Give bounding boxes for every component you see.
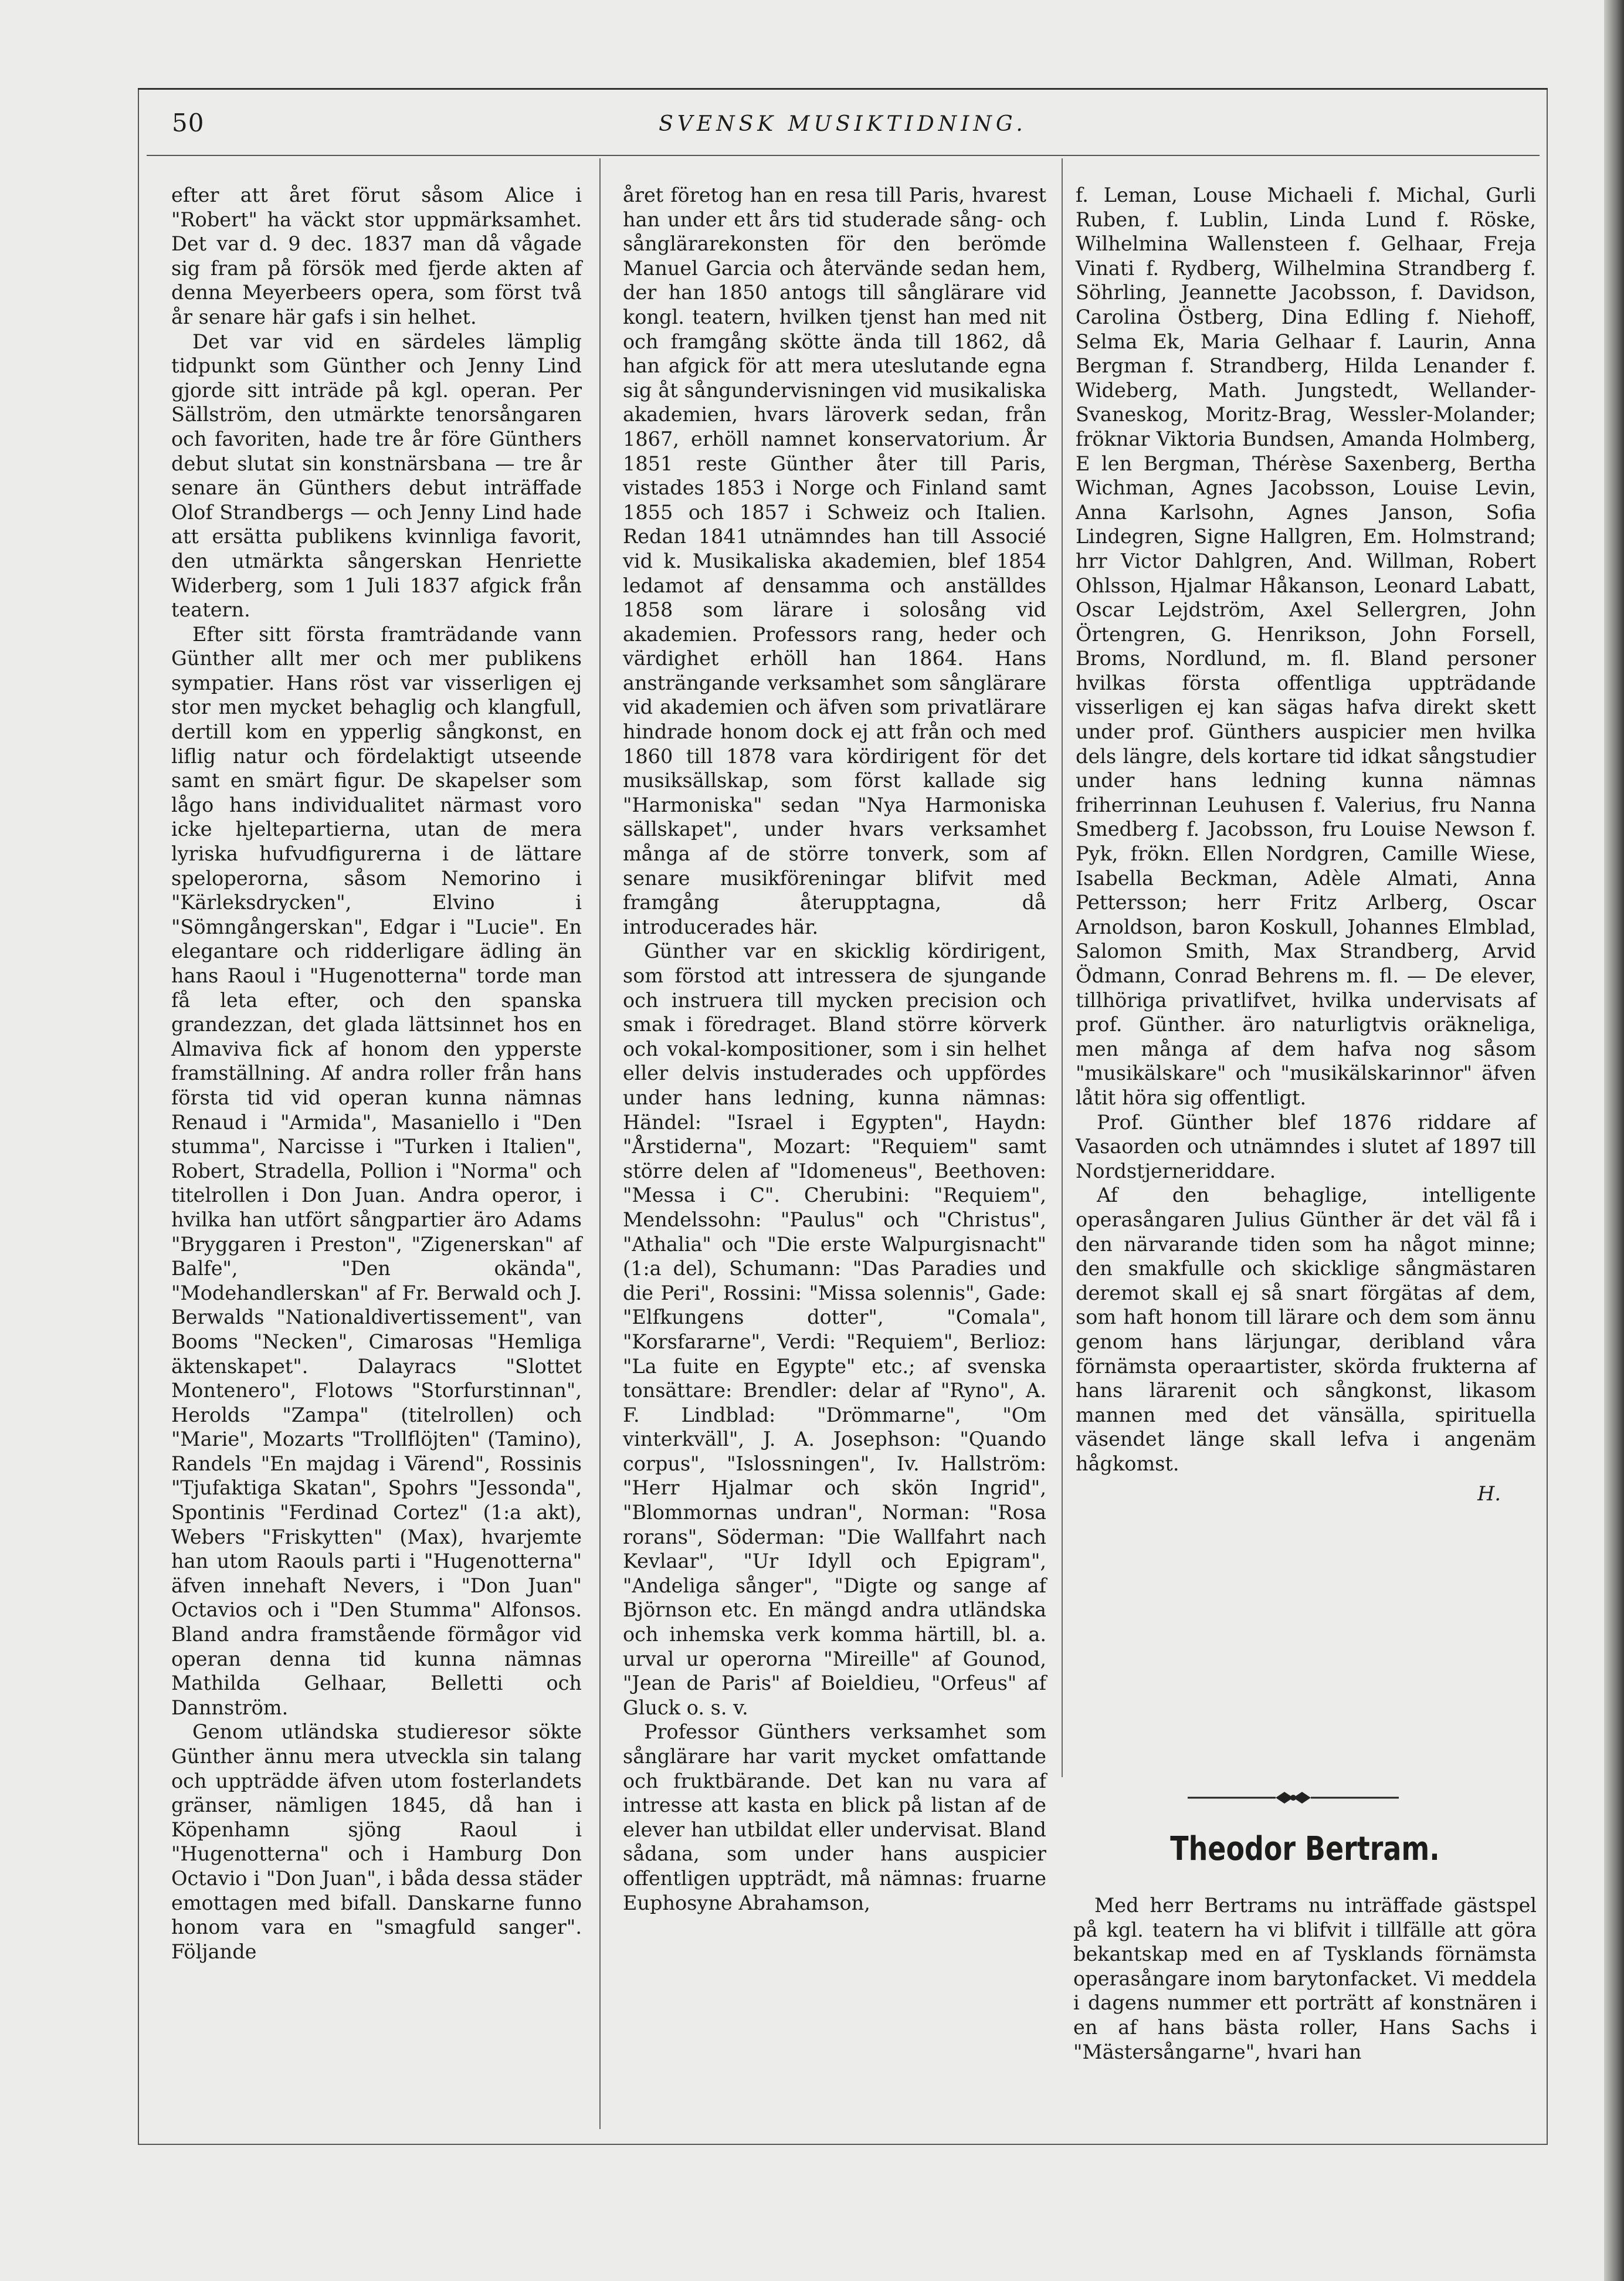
paragraph: Genom utländska studieresor sökte Günther ännu mera utveckla sin talang och uppträdde äfven utom fosterlandets gränser, nämligen 1845, då han i Köpenhamn sjöng Raoul i "Hugenotterna" och i Hamburg Don Octavio i "Don Juan", i båda dessa städer emottagen med bifall. Danskarne funno honom vara en "smagfuld sanger". Följande — [171, 1720, 582, 1963]
paragraph: f. Leman, Louse Michaeli f. Michal, Gurli Ruben, f. Lublin, Linda Lund f. Röske, Wilhelmina Wallensteen f. Gelhaar, Freja Vinati f. Rydberg, Wilhelmina Strandberg f. Söhrling, Jeannette Jacobsson, f. Davidson, Carolina Östberg, Dina Edling f. Niehoff, Selma Ek, Maria Gelhaar f. Laurin, Anna Bergman f. Strandberg, Hilda Lenander f. Wideberg, Math. Jungstedt, Wellander-Svaneskog, Moritz-Brag, Wessler-Molander; fröknar Viktoria Bundsen, Amanda Holmberg, E len Bergman, Thérèse Saxenberg, Bertha Wichman, Agnes Jacobsson, Louise Levin, Anna Karlsohn, Agnes Janson, Sofia Lindegren, Signe Hallgren, Em. Holmstrand; hrr Victor Dahlgren, And. Willman, Robert Ohlsson, Hjalmar Håkanson, Leonard Labatt, Oscar Lejdström, Axel Sellergren, John Örtengren, G. Henrikson, John Forsell, Broms, Nordlund, m. fl. Bland personer hvilkas första offentliga uppträdande visserligen ej kan sägas hafva direkt skett under prof. Günthers auspicier men hvilka dels längre, dels kortare tid idkat sångstudier under hans ledning kunna nämnas friherrinnan Leuhusen f. Valerius, fru Nanna Smedberg f. Jacobsson, fru Louise Newson f. Pyk, frökn. Ellen Nordgren, Camille Wiese, Isabella Beckman, Adèle Almati, Anna Pettersson; herr Fritz Arlberg, Oscar Arnoldson, baron Koskull, Johannes Elmblad, Salomon Smith, Max Strandberg, Arvid Ödmann, Conrad Behrens m. fl. — De elever, tillhöriga privatlifvet, hvilka undervisats af prof. Günther. äro naturligtvis oräkneliga, men många af dem hafva nog såsom "musikälskare" och "musikälskarinnor" äfven låtit höra sig offentligt. — [1076, 184, 1536, 1109]
paragraph: Prof. Günther blef 1876 riddare af Vasaorden och utnämndes i slutet af 1897 till Nordstjerneriddare. — [1076, 1110, 1536, 1182]
text-column-right — [1076, 183, 1536, 1506]
page-number: 50 — [172, 109, 205, 137]
paragraph: Af den behaglige, intelligente operasångaren Julius Günther är det väl få i den närvarande tiden som ha något minne; den smakfulle och skicklige sångmästaren deremot skall ej så snart förgätas af dem, som haft honom till lärare och dem som ännu genom hans lärjungar, deribland våra förnämsta operaartister, skörda frukterna af hans lärarenit och sångkonst, likasom mannen med det vänsälla, spirituella väsendet länge skall lefva i angenäm hågkomst. — [1076, 1184, 1536, 1475]
paragraph: Med herr Bertrams nu inträffade gästspel på kgl. teatern ha vi blifvit i tillfälle att göra bekantskap med en af Tysklands förnämsta operasångare inom barytonfacket. Vi meddela i dagens nummer ett porträtt af konstnären i en af hans bästa roller, Hans Sachs i "Mästersångarne", hvari han — [1073, 1894, 1537, 2063]
paragraph: efter att året förut såsom Alice i "Robert" ha väckt stor uppmärksamhet. Det var d. 9 dec. 1837 man då vågade sig fram på försök med fjerde akten af denna Meyerbeers opera, som först två år senare här gafs i sin helhet. — [171, 184, 582, 328]
page-header — [138, 88, 1548, 157]
running-title: SVENSK MUSIKTIDNING. — [659, 112, 1027, 136]
paragraph: Efter sitt första framträdande vann Günther allt mer och mer publikens sympatier. Hans röst var visserligen ej stor men mycket behaglig och klangfull, dertill kom en ypperlig sångkonst, en liflig natur och fördelaktigt utseende samt en smärt figur. De skapelser som lågo hans individualitet närmast voro icke hjeltepartierna, utan de mera lyriska hufvudfigurerna i de lättare speloperorna, såsom Nemorino i "Kärleksdrycken", Elvino i "Sömngångerskan", Edgar i "Lucie". En elegantare och ridderligare ädling än hans Raoul i "Hugenotterna" torde man få leta efter, och den spanska grandezzan, det glada lättsinnet hos en Almaviva fick af honom den ypperste framställning. Af andra roller från hans första tid vid operan kunna nämnas Renaud i "Armida", Masaniello i "Den stumma", Narcisse i "Turken i Italien", Robert, Stradella, Pollion i "Norma" och titelrollen i Don Juan. Andra operor, i hvilka han utfört sångpartier äro Adams "Bryggaren i Preston", "Zigenerskan" af Balfe", "Den okända", "Modehandlerskan" af Fr. Berwald och J. Berwalds "Nationaldivertissement", van Booms "Necken", Cimarosas "Hemliga äktenskapet". Dalayracs "Slottet Montenero", Flotows "Storfurstinnan", Herolds "Zampa" (titelrollen) och "Marie", Mozarts "Trollflöjten" (Tamino), Randels "En majdag i Värend", Rossinis "Tjufaktiga Skatan", Spohrs "Jessonda", Spontinis "Ferdinad Cortez" (1:a akt), Webers "Friskytten" (Max), hvarjemte han utom Raouls parti i "Hugenotterna" äfven innehaft Nevers, i "Don Juan" Octavios och i "Den Stumma" Alfonsos. Bland andra framstående förmågor vid operan denna tid kunna nämnas Mathilda Gelhaar, Belletti och Dannström. — [171, 622, 582, 1719]
paragraph: året företog han en resa till Paris, hvarest han under ett års tid studerade sång- och sånglärarekonsten för den berömde Manuel Garcia och återvände sedan hem, der han 1850 antogs till sånglärare vid kongl. teatern, hvilken tjenst han med nit och framgång skötte ända till 1862, då han afgick för att mera uteslutande egna sig åt sångundervisningen vid musikaliska akademien, hvars läroverk sedan, från 1867, erhöll namnet konservatorium. År 1851 reste Günther åter till Paris, vistades 1853 i Norge och Finland samt 1855 och 1857 i Schweiz och Italien. Redan 1841 utnämndes han till Associé vid k. Musikaliska akademien, blef 1854 ledamot af densamma och anställdes 1858 som lärare i solosång vid akademien. Professors rang, heder och värdighet erhöll han 1864. Hans ansträngande verksamhet som sånglärare vid akademien och äfven som privatlärare hindrade honom dock ej att från och med 1860 till 1878 vara kördirigent för det musiksällskap, som först kallade sig "Harmoniska" sedan "Nya Harmoniska sällskapet", under hvars verksamhet många af de större tonverk, som af senare musikföreningar blifvit med framgång återupptagna, då introducerades här. — [623, 184, 1046, 938]
text-column-middle — [623, 183, 1046, 1915]
header-rule — [147, 155, 1540, 156]
page-edge-shadow — [1604, 0, 1624, 2281]
paragraph: Professor Günthers verksamhet som sånglärare har varit mycket omfattande och fruktbärande. Det kan nu vara af intresse att kasta en blick på listan af de elever han utbildat eller undervisat. Bland sådana, som under hans auspicier offentligen uppträdt, må nämnas: fruarne Euphosyne Abrahamson, — [623, 1720, 1046, 1914]
paragraph: Det var vid en särdeles lämplig tidpunkt som Günther och Jenny Lind gjorde sitt inträde på kgl. operan. Per Sällström, den utmärkte tenorsångaren och favoriten, hade tre år före Günthers debut slutat sin konstnärsbana — tre år senare än Günthers debut inträffade Olof Strandbergs — och Jenny Lind hade att ersätta publikens kvinnliga favorit, den utmärkta sångerskan Henriette Widerberg, som 1 Juli 1837 afgick från teatern. — [171, 330, 582, 622]
article-body — [1073, 1893, 1537, 2064]
column-divider-right — [1062, 158, 1063, 1777]
text-column-left — [171, 183, 582, 1964]
author-signature: H. — [1477, 1482, 1501, 1506]
paragraph: Günther var en skicklig kördirigent, som förstod att intressera de sjungande och instruera till mycken precision och smak i föredraget. Bland större körverk och vokal-kompositioner, som i sin helhet eller delvis instuderades och uppfördes under hans ledning, kunna nämnas: Händel: "Israel i Egypten", Haydn: "Årstiderna", Mozart: "Requiem" samt större delen af "Idomeneus", Beethoven: "Messa i C". Cherubini: "Requiem", Mendelssohn: "Paulus" och "Christus", "Athalia" och "Die erste Walpurgisnacht" (1:a del), Schumann: "Das Paradies und die Peri", Rossini: "Missa solennis", Gade: "Elfkungens dotter", "Comala", "Korsfararne", Verdi: "Requiem", Berlioz: "La fuite en Egypte" etc.; af svenska tonsättare: Brendler: delar af "Ryno", A. F. Lindblad: "Drömmarne", "Om vinterkväll", J. A. Josephson: "Quando corpus", "Islossningen", Iv. Hallström: "Herr Hjalmar och skön Ingrid", "Blommornas undran", Norman: "Rosa rorans", Söderman: "Die Wallfahrt nach Kevlaar", "Ur Idyll och Epigram", "Andeliga sånger", "Digte og sange af Björnson etc. En mängd andra utländska och inhemska verk komma härtill, bl. a. urval ur operorna "Mireille" af Gounod, "Jean de Paris" af Boieldieu, "Orfeus" af Gluck o. s. v. — [623, 940, 1046, 1719]
article-title: Theodor Bertram. — [1170, 1830, 1440, 1868]
column-divider-left — [599, 158, 601, 2129]
section-divider-ornament — [1188, 1786, 1399, 1809]
